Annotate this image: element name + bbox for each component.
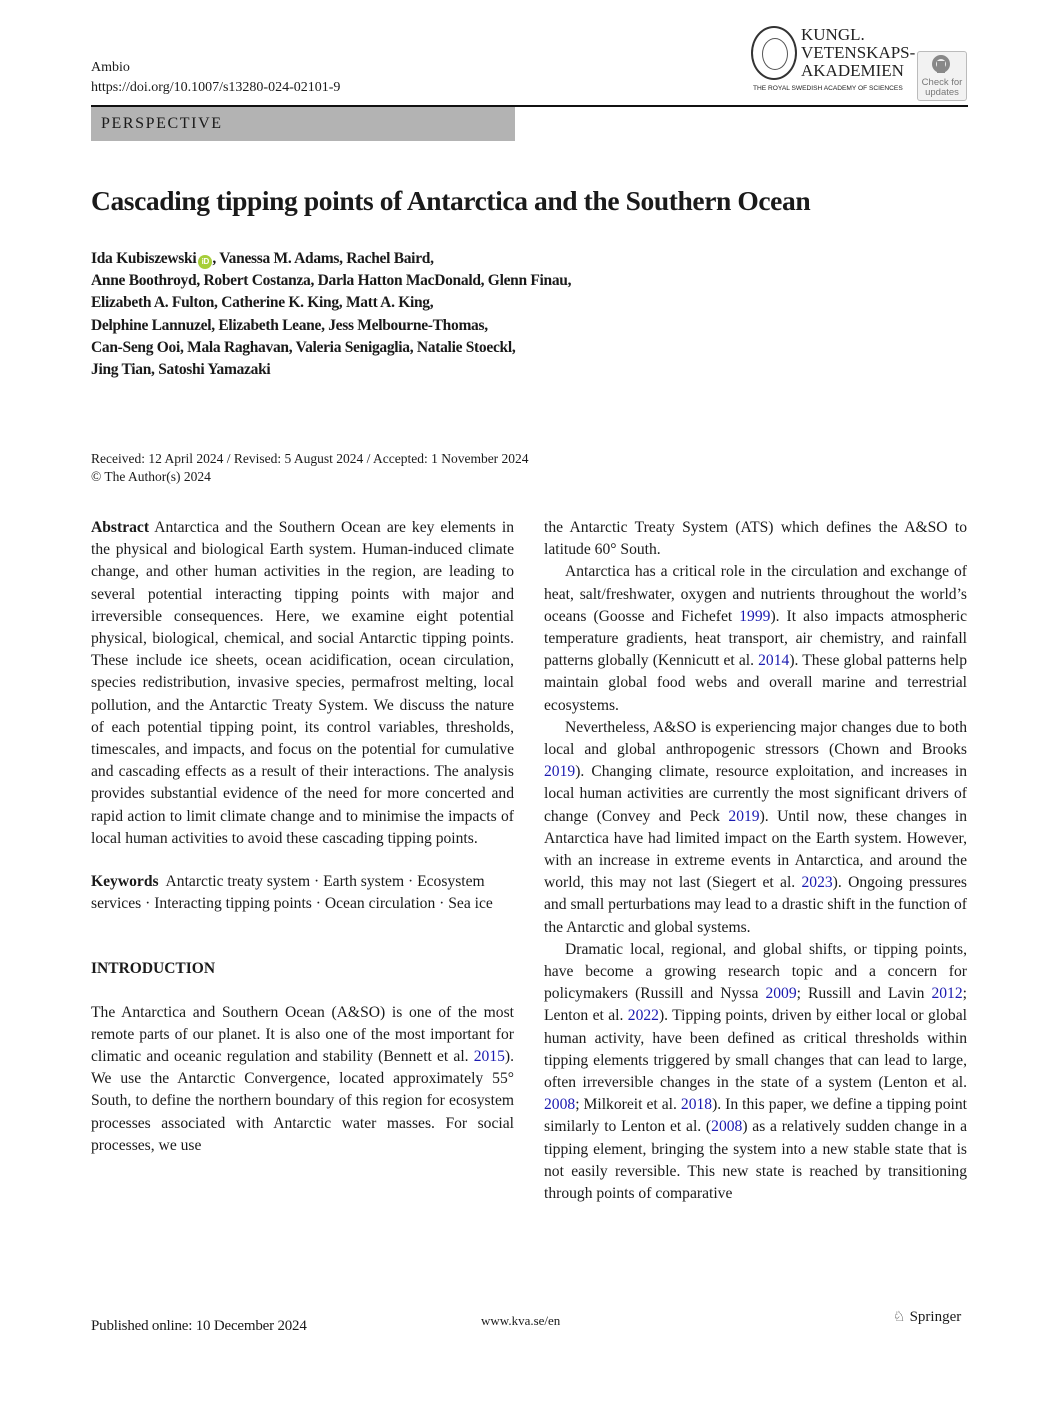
- kva-logo[interactable]: [751, 25, 916, 98]
- citation-link[interactable]: 2019: [544, 763, 576, 781]
- published-date: Published online: 10 December 2024: [91, 1318, 307, 1334]
- abstract: [91, 517, 514, 850]
- citation-link[interactable]: 2008: [544, 1096, 576, 1114]
- citation-link[interactable]: 2008: [711, 1118, 743, 1136]
- intro-paragraph-1: The Antarctica and Southern Ocean (A&SO) is one of the most remote parts of our planet. It is also one of the most important for climatic and oceanic regulation and stability (Bennett et al. 2015). We use the Antarctic Convergence, located approximately 55° South, to define the northern boundary of this region for ecosystem processes associated with Antarctic water masses. For social processes, we use: [91, 1003, 514, 1154]
- article-dates: [91, 450, 529, 486]
- intro-paragraph-2: Antarctica has a critical role in the circulation and exchange of heat, salt/freshwater, oxygen and nutrients throughout the world’s oceans (Goosse and Fichefet 1999). It also impacts atmospheric temperature gradients, heat transport, air chemistry, and rainfall patterns globally (Kennicutt et al. 2014). These global patterns help maintain global food webs and overall marine and terrestrial ecosystems.: [544, 563, 967, 714]
- citation-link[interactable]: 2014: [758, 652, 790, 670]
- author-line: Anne Boothroyd, Robert Costanza, Darla Hatton MacDonald, Glenn Finau,: [91, 272, 572, 290]
- kva-logo-text: KUNGL. VETENSKAPS- AKADEMIEN: [801, 25, 916, 80]
- author-line: Delphine Lannuzel, Elizabeth Leane, Jess Melbourne-Thomas,: [91, 316, 488, 334]
- doi-link[interactable]: https://doi.org/10.1007/s13280-024-02101-9: [91, 80, 341, 95]
- citation-link[interactable]: 2012: [931, 985, 963, 1003]
- check-for-updates-button[interactable]: Check for updates: [917, 51, 967, 101]
- citation-link[interactable]: 2018: [680, 1096, 713, 1114]
- abstract-text: Antarctica and the Southern Ocean are key elements in the physical and biological Earth system. Human-induced climate change, and other human activities in the region, are leading to several potential interacting tipping points with major and irreversible consequences. Here, we examine eight potential physical, biological, chemical, and social Antarctic tipping points. These include ice sheets, ocean acidification, ocean circulation, species redistribution, invasive species, permafrost melting, local pollution, and the Antarctic Treaty System. We discuss the nature of each potential tipping point, its control variables, thresholds, timescales, and impacts, and focus on the potential for cumulative and cascading effects as a result of their interactions. The analysis provides substantial evidence of the need for more concerted and rapid action to limit climate change and to minimise the impacts of local human activities to avoid these cascading tipping points.: [91, 519, 514, 847]
- author-line: Elizabeth A. Fulton, Catherine K. King, Matt A. King,: [91, 294, 434, 312]
- citation-link[interactable]: 2022: [627, 1007, 659, 1025]
- bookmark-icon: [937, 61, 945, 73]
- author-line: Jing Tian, Satoshi Yamazaki: [91, 361, 271, 379]
- author-line: Can-Seng Ooi, Mala Raghavan, Valeria Senigaglia, Natalie Stoeckl,: [91, 338, 516, 356]
- citation-link[interactable]: 2015: [473, 1048, 505, 1066]
- citation-link[interactable]: 1999: [739, 607, 771, 625]
- intro-paragraph-1-continued: the Antarctic Treaty System (ATS) which defines the A&SO to latitude 60° South.: [544, 519, 967, 559]
- kva-url-link[interactable]: www.kva.se/en: [481, 1313, 561, 1328]
- orcid-icon[interactable]: iD: [198, 255, 212, 269]
- citation-link[interactable]: 2019: [728, 807, 760, 825]
- keywords: [91, 871, 514, 915]
- article-type-band: [91, 107, 515, 141]
- history-dates: Received: 12 April 2024 / Revised: 5 August 2024 / Accepted: 1 November 2024: [91, 451, 529, 466]
- citation-link[interactable]: 2009: [765, 985, 797, 1003]
- keywords-label: Keywords: [91, 873, 159, 891]
- springer-horse-icon: ♘: [893, 1309, 906, 1325]
- springer-logo: ♘ Springer: [893, 1309, 962, 1325]
- author-list: [91, 248, 571, 381]
- author-line: Ida Kubiszewski iD , Vanessa M. Adams, Rachel Baird,: [91, 250, 434, 267]
- kva-subtitle: THE ROYAL SWEDISH ACADEMY OF SCIENCES: [753, 85, 903, 92]
- article-title: Cascading tipping points of Antarctica and the Southern Ocean: [91, 185, 811, 216]
- intro-paragraph-3: Nevertheless, A&SO is experiencing major changes due to both local and global anthropogenic stressors (Chown and Brooks 2019). Changing climate, resource exploitation, and increases in local human activities are currently the most significant drivers of change (Convey and Peck 2019). Until now, these changes in Antarctica have had limited impact on the Earth system. However, with an increase in extreme events in Antarctica, and around the world, this may not last (Siegert et al. 2023). Ongoing pressures and small perturbations may lead to a drastic shift in the function of the Antarctic and global systems.: [544, 718, 967, 936]
- journal-name: Ambio: [91, 60, 130, 75]
- article-type-label: PERSPECTIVE: [101, 115, 223, 132]
- academy-seal-icon: [751, 26, 797, 80]
- section-heading-introduction: INTRODUCTION: [91, 960, 216, 978]
- intro-paragraph-4: Dramatic local, regional, and global shifts, or tipping points, have become a growing research topic and a concern for policymakers (Russill and Nyssa 2009; Russill and Lavin 2012; Lenton et al. 2022). Tipping points, driven by either local or global human activity, have been defined as critical thresholds within tipping elements triggered by small changes that can lead to large, often irreversible changes in the state of a system (Lenton et al. 2008; Milkoreit et al. 2018). In this paper, we define a tipping point similarly to Lenton et al. (2008) as a relatively sudden change in a tipping element, bringing the system into a new stable state that is not easily reversible. This new state is reached by transitioning through points of comparative: [544, 940, 967, 1203]
- citation-link[interactable]: 2023: [801, 874, 833, 892]
- right-column: [544, 517, 967, 1205]
- left-column: [91, 517, 514, 1157]
- copyright: © The Author(s) 2024: [91, 469, 211, 484]
- abstract-label: Abstract: [91, 519, 150, 536]
- keywords-text: Antarctic treaty system · Earth system · Ecosystem services · Interacting tipping points · Ocean circulation · Sea ice: [91, 873, 493, 913]
